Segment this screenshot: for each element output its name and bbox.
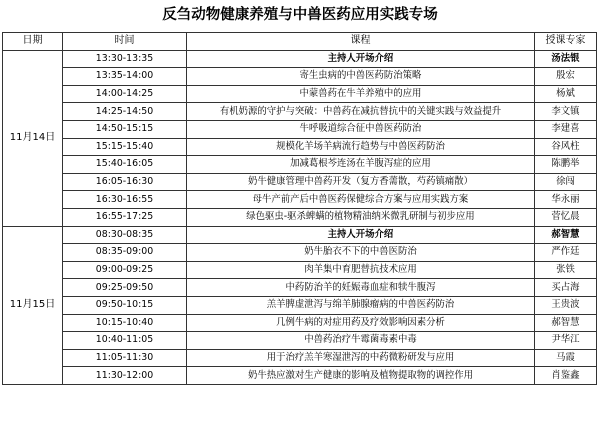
time-cell: 08:30-08:35 bbox=[63, 226, 187, 244]
time-cell: 13:30-13:35 bbox=[63, 50, 187, 68]
time-cell: 09:50-10:15 bbox=[63, 296, 187, 314]
time-cell: 11:05-11:30 bbox=[63, 349, 187, 367]
table-row bbox=[3, 103, 597, 121]
course-cell: 几例牛病的对症用药及疗效影响因素分析 bbox=[187, 314, 535, 332]
time-cell: 09:25-09:50 bbox=[63, 279, 187, 297]
table-row bbox=[3, 173, 597, 191]
expert-cell: 徐闯 bbox=[535, 173, 597, 191]
expert-cell: 菅忆晨 bbox=[535, 208, 597, 226]
table-row bbox=[3, 85, 597, 103]
course-cell: 规模化羊场羊病流行趋势与中兽医药防治 bbox=[187, 138, 535, 156]
header-row bbox=[3, 33, 597, 51]
header-course: 课程 bbox=[187, 33, 535, 51]
time-cell: 10:15-10:40 bbox=[63, 314, 187, 332]
time-cell: 15:40-16:05 bbox=[63, 156, 187, 174]
time-cell: 15:15-15:40 bbox=[63, 138, 187, 156]
expert-cell: 陈鹏举 bbox=[535, 156, 597, 174]
expert-cell: 杨斌 bbox=[535, 85, 597, 103]
table-row bbox=[3, 68, 597, 86]
expert-cell: 郝智慧 bbox=[535, 226, 597, 244]
course-cell: 主持人开场介绍 bbox=[187, 226, 535, 244]
table-row bbox=[3, 261, 597, 279]
course-cell: 奶牛热应激对生产健康的影响及植物提取物的调控作用 bbox=[187, 367, 535, 385]
table-row bbox=[3, 138, 597, 156]
course-cell: 寄生虫病的中兽医药防治策略 bbox=[187, 68, 535, 86]
table-row bbox=[3, 50, 597, 68]
table-row bbox=[3, 120, 597, 138]
course-cell: 中兽药治疗牛霉菌毒素中毒 bbox=[187, 332, 535, 350]
table-row bbox=[3, 296, 597, 314]
expert-cell: 肖鉴鑫 bbox=[535, 367, 597, 385]
time-cell: 13:35-14:00 bbox=[63, 68, 187, 86]
time-cell: 09:00-09:25 bbox=[63, 261, 187, 279]
time-cell: 16:05-16:30 bbox=[63, 173, 187, 191]
course-cell: 用于治疗羔羊寒湿泄泻的中药微粉研发与应用 bbox=[187, 349, 535, 367]
table-row bbox=[3, 332, 597, 350]
course-cell: 奶牛胎衣不下的中兽医防治 bbox=[187, 244, 535, 262]
course-cell: 肉羊集中育肥替抗技术应用 bbox=[187, 261, 535, 279]
expert-cell: 郝智慧 bbox=[535, 314, 597, 332]
time-cell: 14:00-14:25 bbox=[63, 85, 187, 103]
expert-cell: 尹华江 bbox=[535, 332, 597, 350]
time-cell: 16:55-17:25 bbox=[63, 208, 187, 226]
time-cell: 16:30-16:55 bbox=[63, 191, 187, 209]
expert-cell: 张铁 bbox=[535, 261, 597, 279]
schedule-body bbox=[3, 50, 597, 384]
expert-cell: 买占海 bbox=[535, 279, 597, 297]
date-cell: 11月14日 bbox=[3, 50, 63, 226]
time-cell: 14:50-15:15 bbox=[63, 120, 187, 138]
table-row bbox=[3, 208, 597, 226]
course-cell: 主持人开场介绍 bbox=[187, 50, 535, 68]
expert-cell: 殷宏 bbox=[535, 68, 597, 86]
course-cell: 加减葛根芩连汤在羊腹泻症的应用 bbox=[187, 156, 535, 174]
expert-cell: 谷风柱 bbox=[535, 138, 597, 156]
expert-cell: 严作廷 bbox=[535, 244, 597, 262]
course-cell: 羔羊脾虚泄泻与绵羊肺腺瘤病的中兽医药防治 bbox=[187, 296, 535, 314]
course-cell: 牛呼吸道综合征中兽医药防治 bbox=[187, 120, 535, 138]
time-cell: 08:35-09:00 bbox=[63, 244, 187, 262]
expert-cell: 王贵波 bbox=[535, 296, 597, 314]
table-row bbox=[3, 244, 597, 262]
expert-cell: 李文镇 bbox=[535, 103, 597, 121]
course-cell: 中药防治羊的妊娠毒血症和犊牛腹泻 bbox=[187, 279, 535, 297]
table-row bbox=[3, 156, 597, 174]
course-cell: 母牛产前产后中兽医药保健综合方案与应用实践方案 bbox=[187, 191, 535, 209]
course-cell: 绿色驱虫-驱杀蜱螨的植物精油纳米微乳研制与初步应用 bbox=[187, 208, 535, 226]
table-row bbox=[3, 349, 597, 367]
header-time: 时间 bbox=[63, 33, 187, 51]
expert-cell: 华永丽 bbox=[535, 191, 597, 209]
table-row bbox=[3, 279, 597, 297]
time-cell: 14:25-14:50 bbox=[63, 103, 187, 121]
course-cell: 奶牛健康管理中兽药开发（复方香薷散，芍药镇痛散） bbox=[187, 173, 535, 191]
time-cell: 10:40-11:05 bbox=[63, 332, 187, 350]
table-row bbox=[3, 314, 597, 332]
table-row bbox=[3, 367, 597, 385]
page-title: 反刍动物健康养殖与中兽医药应用实践专场 bbox=[162, 7, 438, 23]
table-row bbox=[3, 191, 597, 209]
header-date: 日期 bbox=[3, 33, 63, 51]
course-cell: 有机奶源的守护与突破：中兽药在减抗替抗中的关键实践与效益提升 bbox=[187, 103, 535, 121]
time-cell: 11:30-12:00 bbox=[63, 367, 187, 385]
expert-cell: 汤法银 bbox=[535, 50, 597, 68]
header-expert: 授课专家 bbox=[535, 33, 597, 51]
schedule-table bbox=[2, 32, 597, 385]
expert-cell: 马霞 bbox=[535, 349, 597, 367]
date-cell: 11月15日 bbox=[3, 226, 63, 384]
course-cell: 中蒙兽药在牛羊养殖中的应用 bbox=[187, 85, 535, 103]
expert-cell: 李建喜 bbox=[535, 120, 597, 138]
table-row bbox=[3, 226, 597, 244]
